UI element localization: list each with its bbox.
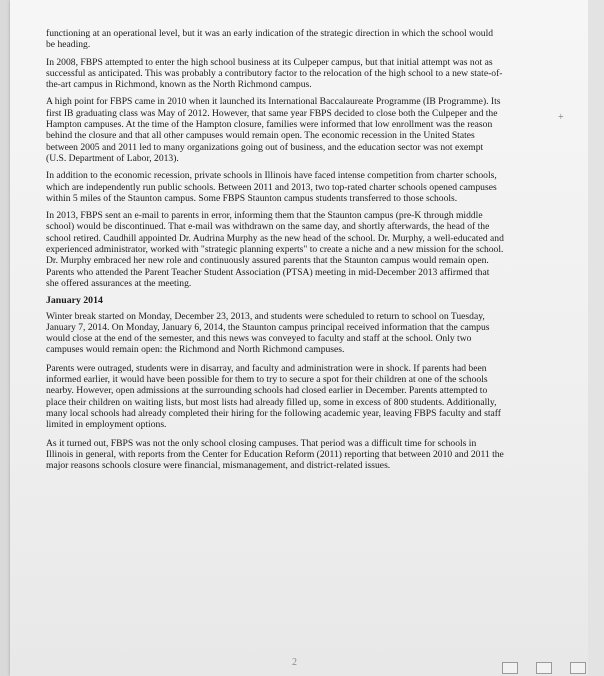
- print-layout-icon[interactable]: [536, 662, 552, 674]
- paragraph-7: Parents were outraged, students were in disarray, and faculty and administration were in shock. If parents had been informed earlier, it would have been possible for them to try to secure a spot for their children at one of the schools nearby. However, open admissions at the surrounding schools had closed earlier in December. Parents attempted to place their children on waiting lists, but most lists had already filled up, some in excess of 800 students. Additionally, many local schools had already completed their hiring for the following academic year, leaving FBPS faculty and staff limited in employment options.: [46, 362, 502, 431]
- paragraph-8: As it turned out, FBPS was not the only school closing campuses. That period was a difficult time for schools in Illinois in general, with reports from the Center for Education Reform (2011) reporting that between 2010 and 2011 the major reasons schools closure were financial, mismanagement, and district-related issues.: [46, 437, 504, 472]
- web-layout-icon[interactable]: [570, 662, 586, 674]
- paragraph-3: A high point for FBPS came in 2010 when it launched its International Baccalaureate Programme (IB Programme). Its first IB graduating class was May of 2012. However, that same year FBPS decided to close both the Culpeper and the Hampton campuses. At the time of the Hampton closure, families were informed that low enrollment was the reason behind the closure and that all other campuses would remain open. The economic recession in the United States between 2005 and 2011 led to many organizations going out of business, and the education sector was not exempt (U.S. Department of Labor, 2013).: [46, 96, 501, 164]
- read-mode-icon[interactable]: [502, 662, 518, 674]
- margin-mark: +: [558, 112, 564, 123]
- paragraph-6: Winter break started on Monday, December 23, 2013, and students were scheduled to return to school on Tuesday, January 7, 2014. On Monday, January 6, 2014, the Staunton campus principal received information that the campus would close at the end of the semester, and this news was conveyed to faculty and staff at the school. Only two campuses would remain open: the Richmond and North Richmond campuses.: [46, 310, 490, 356]
- paragraph-1: functioning at an operational level, but it was an early indication of the strategic direction in which the school would be heading.: [46, 28, 494, 51]
- section-heading: January 2014: [46, 295, 103, 307]
- vertical-scrollbar[interactable]: [588, 0, 604, 676]
- page-number: 2: [292, 657, 297, 668]
- view-toolbar: [502, 662, 586, 674]
- document-page: [10, 0, 588, 676]
- document-body: [46, 28, 504, 477]
- paragraph-4: In addition to the economic recession, private schools in Illinois have faced intense competition from charter schools, which are independently run public schools. Between 2011 and 2013, two top-rated charter schools opened campuses within 5 miles of the Staunton campus. Some FBPS Staunton campus students transferred to those schools.: [46, 170, 497, 204]
- paragraph-5: In 2013, FBPS sent an e-mail to parents in error, informing them that the Staunton campus (pre-K through middle school) would be discontinued. That e-mail was withdrawn on the same day, and shortly afterwards, the head of the school retired. Caudhill appointed Dr. Audrina Murphy as the new head of the school. Dr. Murphy, a well-educated and experienced administrator, worked with "strategic planning experts" to create a niche and a new mission for the school. Dr. Murphy embraced her new role and continuously assured parents that the Staunton campus would remain open. Parents who attended the Parent Teacher Student Association (PTSA) meeting in mid-December 2013 affirmed that she offered assurances at the meeting.: [46, 210, 504, 289]
- paragraph-2: In 2008, FBPS attempted to enter the high school business at its Culpeper campus, but that initial attempt was not as successful as anticipated. This was probably a contributory factor to the relocation of the high school to a new state-of-the-art campus in Richmond, known as the North Richmond campus.: [46, 56, 503, 91]
